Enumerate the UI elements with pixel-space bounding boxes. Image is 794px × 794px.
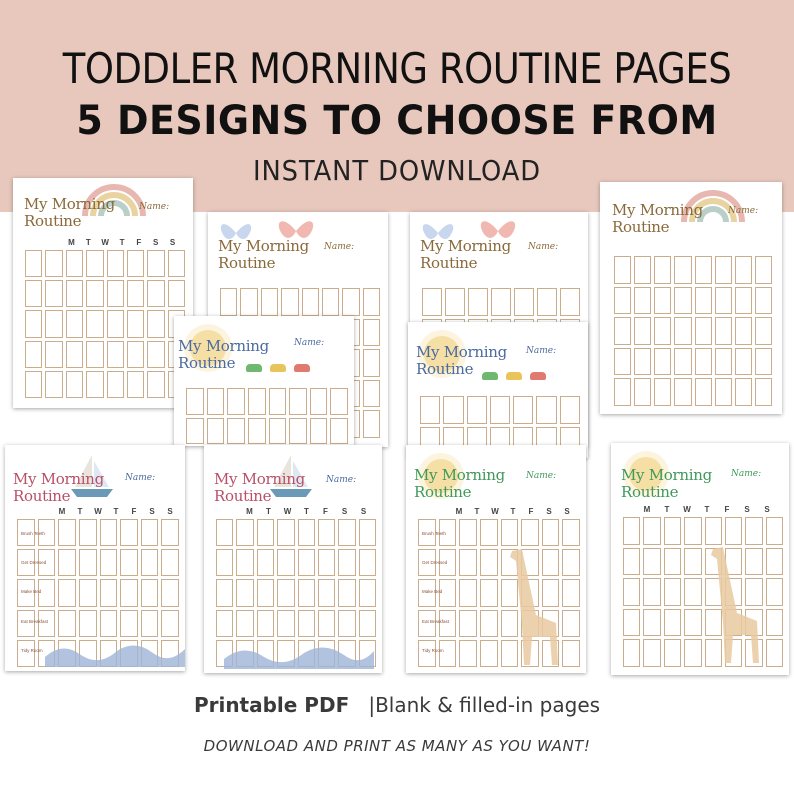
sheet-title	[13, 471, 104, 505]
sheet-title-line2: Routine	[178, 354, 236, 372]
name-label: Name:	[326, 475, 357, 485]
preview-page-giraffe-filled	[406, 445, 586, 673]
sheet-title-line1: My Morning	[214, 470, 305, 488]
title-line-3: INSTANT DOWNLOAD	[252, 154, 542, 187]
car-icon	[506, 372, 522, 380]
day-t: T	[85, 238, 91, 247]
car-icon	[246, 364, 262, 372]
sheet-title-line1: My Morning	[414, 466, 505, 484]
day-m: M	[68, 238, 75, 247]
row-label: Make Bed	[21, 589, 42, 594]
giraffe-icon	[703, 543, 769, 667]
day-headers	[53, 507, 179, 516]
title-line-1: TODDLER MORNING ROUTINE PAGES	[62, 44, 732, 93]
day-s: S	[153, 238, 159, 247]
waves-icon	[224, 639, 374, 669]
car-icon	[270, 364, 286, 372]
routine-grid	[614, 256, 772, 406]
format-label: Printable PDF	[193, 693, 350, 717]
name-label: Name:	[728, 206, 759, 216]
day-headers	[450, 507, 580, 516]
title-line-2: 5 DESIGNS TO CHOOSE FROM	[76, 98, 718, 144]
name-label: Name:	[526, 346, 557, 356]
name-label: Name:	[731, 469, 762, 479]
day-headers	[240, 507, 376, 516]
day-f: F	[323, 507, 328, 516]
sheet-title	[414, 467, 505, 501]
day-m: M	[246, 507, 253, 516]
day-m: M	[58, 507, 66, 516]
day-s2: S	[360, 507, 367, 516]
day-t2: T	[119, 238, 125, 247]
row-label: Eat Breakfast	[422, 619, 450, 624]
sheet-title	[612, 202, 703, 236]
routine-grid	[186, 388, 348, 444]
day-s2: S	[167, 507, 173, 516]
sheet-title-line2: Routine	[24, 212, 82, 230]
day-t2: T	[304, 507, 309, 516]
giraffe-icon	[502, 545, 568, 669]
name-label: Name:	[526, 471, 557, 481]
sheet-title-line2: Routine	[218, 254, 276, 272]
day-w: W	[101, 238, 109, 247]
car-icon	[482, 372, 498, 380]
sheet-title	[621, 467, 712, 501]
name-label: Name:	[528, 242, 559, 252]
name-label: Name:	[125, 473, 156, 483]
format-line	[0, 693, 794, 717]
preview-page-sun-cars-blank	[408, 322, 588, 458]
row-label: Brush Teeth	[422, 531, 446, 536]
day-f: F	[136, 238, 142, 247]
sheet-title-line1: My Morning	[24, 195, 115, 213]
day-w: W	[491, 507, 499, 516]
waves-icon	[45, 637, 185, 667]
sheet-title-line2: Routine	[214, 487, 272, 505]
preview-page-boat-filled	[5, 445, 185, 671]
name-label: Name:	[294, 338, 325, 348]
day-f: F	[528, 507, 534, 516]
day-t: T	[77, 507, 83, 516]
sheet-title	[214, 471, 305, 505]
sheet-title-line1: My Morning	[13, 470, 104, 488]
day-t: T	[664, 505, 670, 514]
day-s: S	[149, 507, 155, 516]
day-w: W	[683, 505, 691, 514]
row-label: Eat Breakfast	[21, 619, 49, 624]
day-t2: T	[704, 505, 710, 514]
preview-page-rainbow-blank	[600, 182, 782, 414]
day-headers	[637, 505, 783, 514]
pages-label: Blank & filled-in pages	[375, 693, 601, 717]
day-f: F	[131, 507, 137, 516]
sheet-title	[24, 196, 115, 230]
day-headers	[63, 238, 181, 247]
preview-page-sun-cars-filled	[174, 316, 354, 446]
sheet-title-line2: Routine	[13, 487, 71, 505]
sheet-title-line1: My Morning	[612, 201, 703, 219]
car-icon	[530, 372, 546, 380]
row-label: Tidy Room	[422, 648, 444, 653]
sheet-title-line1: My Morning	[420, 237, 511, 255]
sheet-title	[420, 238, 511, 272]
row-label: Tidy Room	[21, 648, 43, 653]
sheet-title-line2: Routine	[621, 483, 679, 501]
sheet-title-line1: My Morning	[416, 343, 507, 361]
sheet-title-line1: My Morning	[218, 237, 309, 255]
day-t2: T	[113, 507, 119, 516]
name-label: Name:	[324, 242, 355, 252]
sheet-title-line2: Routine	[416, 360, 474, 378]
day-t: T	[266, 507, 271, 516]
row-label: Make Bed	[422, 589, 443, 594]
sheet-title-line2: Routine	[420, 254, 478, 272]
day-f: F	[724, 505, 730, 514]
sheet-title	[218, 238, 309, 272]
day-m: M	[643, 505, 651, 514]
day-s: S	[341, 507, 348, 516]
separator: |	[368, 693, 376, 717]
day-w: W	[283, 507, 292, 516]
day-s: S	[744, 505, 750, 514]
car-icon	[294, 364, 310, 372]
day-s2: S	[764, 505, 770, 514]
row-label: Get Dressed	[21, 560, 47, 565]
preview-page-boat-blank	[204, 445, 382, 673]
day-s2: S	[564, 507, 570, 516]
day-s2: S	[169, 238, 176, 247]
tagline: DOWNLOAD AND PRINT AS MANY AS YOU WANT!	[203, 737, 591, 755]
sheet-title-line2: Routine	[414, 483, 472, 501]
day-m: M	[455, 507, 463, 516]
preview-page-rainbow-filled	[13, 178, 193, 408]
day-w: W	[94, 507, 102, 516]
day-t: T	[474, 507, 480, 516]
sheet-title-line1: My Morning	[178, 337, 269, 355]
day-t2: T	[510, 507, 516, 516]
sheet-title-line2: Routine	[612, 218, 670, 236]
name-label: Name:	[139, 202, 170, 212]
sheet-title-line1: My Morning	[621, 466, 712, 484]
preview-page-giraffe-blank	[611, 443, 789, 675]
row-label: Brush Teeth	[21, 531, 45, 536]
row-label: Get Dressed	[422, 560, 448, 565]
day-s: S	[546, 507, 552, 516]
routine-grid	[25, 250, 185, 398]
